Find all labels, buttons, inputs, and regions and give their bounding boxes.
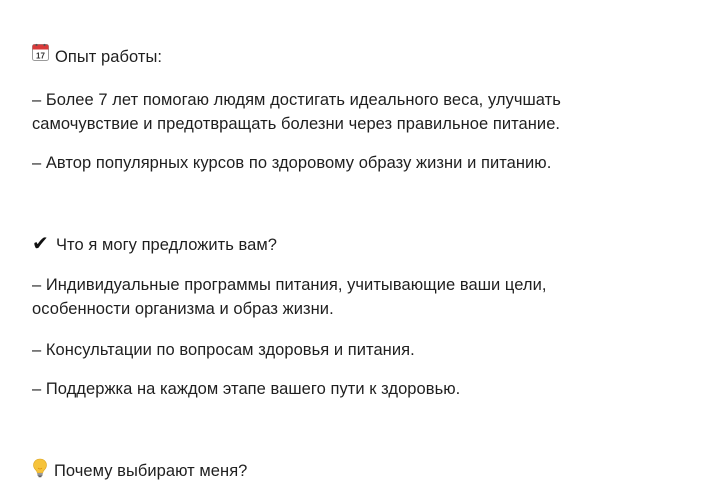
offer-heading-text: Что я могу предложить вам? bbox=[56, 236, 277, 254]
calendar-icon bbox=[32, 45, 49, 70]
offer-item-3: – Поддержка на каждом этапе вашего пути к здоровью. bbox=[32, 380, 461, 398]
check-mark-icon: ✔ bbox=[32, 232, 49, 255]
light-bulb-icon bbox=[32, 458, 48, 485]
svg-text:17: 17 bbox=[36, 51, 45, 61]
experience-heading bbox=[32, 45, 162, 70]
offer-item-1-line-2: особенности организма и образ жизни. bbox=[32, 300, 334, 318]
experience-item-1-line-1: – Более 7 лет помогаю людям достигать идеального веса, улучшать bbox=[32, 91, 561, 109]
offer-heading bbox=[32, 233, 277, 257]
offer-item-1-line-1: – Индивидуальные программы питания, учитывающие ваши цели, bbox=[32, 276, 547, 294]
why-heading-text: Почему выбирают меня? bbox=[54, 461, 248, 480]
experience-item-1-line-2: самочувствие и предотвращать болезни через правильное питание. bbox=[32, 115, 561, 133]
experience-item-2: – Автор популярных курсов по здоровому образу жизни и питанию. bbox=[32, 154, 552, 172]
why-heading bbox=[32, 458, 247, 485]
offer-item-2: – Консультации по вопросам здоровья и питания. bbox=[32, 341, 415, 359]
experience-heading-text: Опыт работы: bbox=[55, 48, 162, 66]
